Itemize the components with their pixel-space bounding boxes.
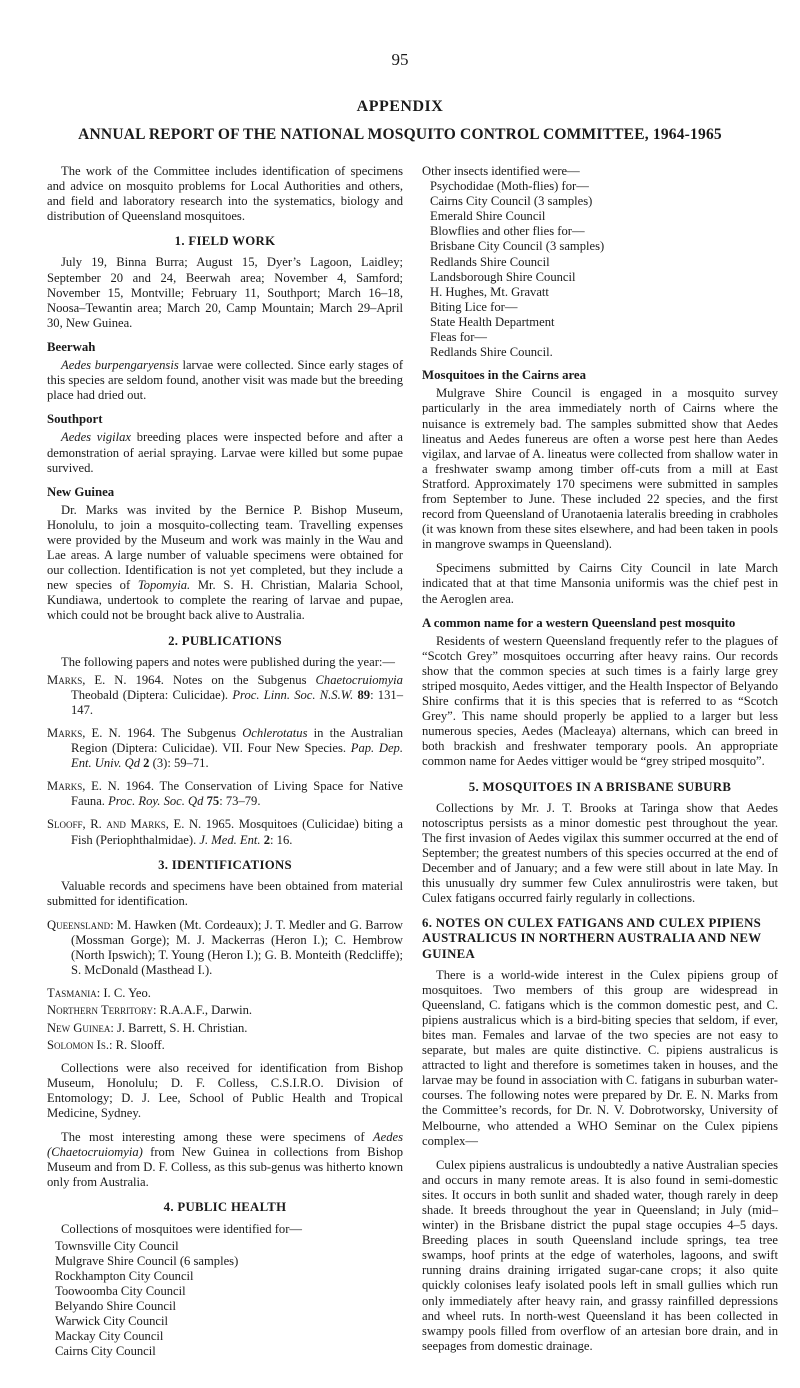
list-item: Redlands Shire Council. <box>430 345 553 360</box>
list-item: Mackay City Council <box>55 1329 164 1344</box>
list-item: Mulgrave Shire Council (6 samples) <box>55 1253 239 1268</box>
reference-item <box>47 817 403 847</box>
ref-journal: Pap. Dep. Ent. Univ. Qd <box>71 741 403 771</box>
common-name-paragraph: Residents of western Queensland frequently refer to the plagues of “Scotch Grey” mosquitoes occurring after heavy rains. Our records show that the common species at such times is a fairly large grey striped mosquito, Aedes vittiger, and the Health Inspector of Belyando Shire confirms that it is this species that is referred to as “Scotch Grey”. This name should properly be applied to a larger but less numerous species, Aedes (Macleaya) alternans, which can breed in both brackish and freshwater temporary pools. An appropriate common name for Aedes vittiger would be “grey striped mosquito”. <box>422 633 778 769</box>
ref-volume: 2 <box>260 832 271 847</box>
list-item: Biting Lice for— <box>430 299 518 314</box>
reference-item <box>47 673 403 718</box>
other-insects-intro: Other insects identified were— <box>422 164 580 178</box>
section-heading-public-health: 4. PUBLIC HEALTH <box>163 1200 287 1215</box>
ref-pages: : 16. <box>270 832 293 847</box>
reference-item <box>47 779 403 809</box>
subheading-common-name: A common name for a western Queensland pest mosquito <box>422 615 736 630</box>
para3-text-2: from New Guinea in collections from Bishop Museum and from D. F. Colless, as this sub-genus was hitherto known only from Australia. <box>47 1145 403 1190</box>
reference-item <box>47 726 403 771</box>
ref-italic: Ochlerotatus <box>242 726 308 740</box>
list-item: Redlands Shire Council <box>430 254 550 269</box>
list-item: Cairns City Council (3 samples) <box>430 194 593 209</box>
intro-paragraph: The work of the Committee includes identification of specimens and advice on mosquito problems for Local Authorities and others, and field and laboratory research into the systematics, biology and distribution of Queensland mosquitoes. <box>47 164 403 224</box>
section-heading-culex-notes: 6. NOTES ON CULEX FATIGANS AND CULEX PIPIENS AUSTRALICUS IN NORTHERN AUSTRALIA AND NEW GUINEA <box>422 916 762 961</box>
left-column <box>47 164 403 1367</box>
list-item: Fleas for— <box>430 330 488 345</box>
list-item: Cairns City Council <box>55 1344 156 1359</box>
entry-place: New Guinea: <box>47 1020 114 1035</box>
subheading-cairns: Mosquitoes in the Cairns area <box>422 368 586 383</box>
identifications-paragraph-3 <box>47 1130 403 1190</box>
section-heading-publications: 2. PUBLICATIONS <box>168 633 282 648</box>
new-guinea-text-2: Mr. S. H. Christian, Malaria School, Kundiawa, undertook to complete the rearing of larvae and pupae, which could not be brought back alive to Australia. <box>47 578 403 623</box>
ref-author: Marks, E. N. 1964. <box>47 672 164 687</box>
identification-entry <box>47 1003 403 1018</box>
ref-author: Marks, E. N. 1964. <box>47 779 154 794</box>
cairns-paragraph-1: Mulgrave Shire Council is engaged in a mosquito survey particularly in the area immediately north of Cairns where the nuisance is extremely bad. The samples submitted show that Aedes lineatus and Aedes funereus are often a worse pest here than Aedes vigilax, and larvae of A. lineatus were collected from shallow water in a freshwater swamp among timber off-cuts from a mill at East Stratford. Approximately 170 specimens were submitted in samples from September to June. These included 22 species, and the first record from Queensland of Uranotaenia lateralis breeding in crabholes (it was known from these sites elsewhere, and had been taken in pools in mangrove swamps in Queensland). <box>422 386 778 552</box>
ref-volume: 2 <box>140 756 150 771</box>
ref-author: Slooff, R. and Marks, E. N. 1965. <box>47 817 235 832</box>
ref-pages: (3): 59–71. <box>149 756 209 771</box>
ref-italic: Proc. Roy. Soc. Qd <box>108 794 204 809</box>
identifications-paragraph-2: Collections were also received for identification from Bishop Museum, Honolulu; D. F. Colless, C.S.I.R.O. Division of Entomology; D. J. Lee, School of Public Health and Tropical Medicine, Sydney. <box>47 1060 403 1120</box>
culex-paragraph-2: Culex pipiens australicus is undoubtedly a native Australian species and occurs in many remote areas. It is also found in semi-domestic sites. It occurs in both sunlit and shaded water, though rarely in deep shade. It breeds throughout the year in Queensland; in July (mid–winter) in the Brisbane district the pupal stage occupies 4–5 days. Breeding places in south Queensland include springs, tea tree swamps, hoof prints at the edge of waterholes, lagoons, and swift running drains draining irrigated sugar-cane crops; it also quite quickly colonises leafy isolated pools left in small gullies which run only immediately after heavy rain, and grassy rainfilled depressions and wheel ruts. In north-west Queensland it has been collected in swampy pools filled from overflow of an artesian bore drain, and in seepages from domestic drainage. <box>422 1157 778 1353</box>
entry-names: J. Barrett, S. H. Christian. <box>113 1020 248 1035</box>
ref-volume: 89 <box>353 687 371 702</box>
ref-italic: Chaetocruiomyia <box>315 672 403 687</box>
insect-list <box>422 179 778 360</box>
appendix-heading: APPENDIX <box>356 98 444 115</box>
southport-text: breeding places were inspected before and after a demonstration of aerial spraying. Larvae were killed but some pupae survived. <box>47 430 403 475</box>
list-item: Rockhampton City Council <box>55 1268 194 1283</box>
list-item: Psychodidae (Moth-flies) for— <box>430 179 589 194</box>
ref-volume: 75 <box>203 794 220 809</box>
beerwah-text: larvae were collected. Since early stages of this species are seldom found, another visit was made but the breeding place had dried out. <box>47 358 404 403</box>
entry-names: I. C. Yeo. <box>100 986 151 1001</box>
ref-pages: : 73–79. <box>219 794 261 809</box>
southport-paragraph <box>47 430 403 475</box>
entry-names: R.A.A.F., Darwin. <box>156 1003 253 1018</box>
publications-intro: The following papers and notes were published during the year:— <box>61 654 395 669</box>
ref-rest: Theobald (Diptera: Culicidae). <box>71 687 233 702</box>
list-item: Landsborough Shire Council <box>430 269 576 284</box>
species-name: Aedes burpengaryensis <box>61 358 179 373</box>
list-item: Belyando Shire Council <box>55 1299 177 1313</box>
para3-text: The most interesting among these were specimens of <box>61 1130 373 1145</box>
cairns-paragraph-2: Specimens submitted by Cairns City Council in late March indicated that at that time Mansonia uniformis was the chief pest in the Aeroglen area. <box>422 561 778 606</box>
identification-entry <box>47 1021 403 1036</box>
subheading-new-guinea: New Guinea <box>47 484 115 499</box>
subheading-beerwah: Beerwah <box>47 339 96 354</box>
page-number: 95 <box>391 50 409 69</box>
entry-place: Tasmania: <box>47 986 101 1001</box>
ref-rest: in the Australian Region (Diptera: Culicidae). VII. Four New Species. <box>71 726 403 756</box>
field-work-paragraph: July 19, Binna Burra; August 15, Dyer’s Lagoon, Laidley; September 20 and 24, Beerwah area; November 4, Samford; November 15, Montville; February 11, Southport; March 16–18, Noosa–Tewantin area; March 20, Camp Mountain; March 29–April 30, New Guinea. <box>47 255 403 330</box>
brisbane-paragraph: Collections by Mr. J. T. Brooks at Taringa show that Aedes notoscriptus persists as a minor domestic pest throughout the year. The first invasion of Aedes vigilax this summer occurred at the end of September; the greatest numbers of this species occurred at the end of December and of January; and a few were still about in late May. In this unusually dry summer few Culex annulirostris were taken, but Culex fatigans occurred fairly regularly in collections. <box>422 800 778 906</box>
entry-place: Northern Territory: <box>47 1003 157 1018</box>
entry-names: R. Slooff. <box>112 1037 165 1052</box>
list-item: Brisbane City Council (3 samples) <box>430 239 605 254</box>
ref-body: The Subgenus <box>155 726 243 740</box>
section-heading-identifications: 3. IDENTIFICATIONS <box>158 857 292 872</box>
section-heading-field-work: 1. FIELD WORK <box>174 234 276 249</box>
new-guinea-paragraph <box>47 503 403 624</box>
identifications-intro: Valuable records and specimens have been obtained from material submitted for identification. <box>47 878 403 908</box>
subheading-southport: Southport <box>47 412 103 427</box>
identification-entries <box>47 918 403 1053</box>
genus-name: Topomyia. <box>137 578 191 593</box>
list-item: State Health Department <box>430 314 555 329</box>
ref-body: The Conservation of Living Space for Native Fauna. <box>71 779 403 809</box>
ref-italic: J. Med. Ent. <box>199 832 261 847</box>
identification-entry <box>47 918 403 978</box>
identification-entry <box>47 986 403 1001</box>
entry-names: M. Hawken (Mt. Cordeaux); J. T. Medler and G. Barrow (Mossman Gorge); M. J. Mackerras (Heron I.); C. Hembrow (North Ipswich); T. Young (Heron I.); G. B. Monteith (Redcliffe); S. McDonald (Masthead I.). <box>71 917 403 978</box>
identification-entry <box>47 1038 403 1053</box>
report-title: ANNUAL REPORT OF THE NATIONAL MOSQUITO CONTROL COMMITTEE, 1964-1965 <box>78 126 722 143</box>
section-heading-brisbane-suburb: 5. MOSQUITOES IN A BRISBANE SUBURB <box>468 779 732 794</box>
species-name: Aedes (Chaetocruiomyia) <box>47 1130 403 1160</box>
entry-place: Queensland: <box>47 917 114 932</box>
list-item: Blowflies and other flies for— <box>430 224 585 239</box>
beerwah-paragraph <box>47 358 403 403</box>
ref-pages: : 131–147. <box>71 687 403 717</box>
public-health-intro: Collections of mosquitoes were identified for— <box>61 1221 302 1236</box>
species-name: Aedes vigilax <box>61 430 132 445</box>
ref-body: Mosquitoes (Culicidae) biting a Fish (Periophthalmidae). <box>71 817 403 847</box>
list-item: Toowoomba City Council <box>55 1283 186 1298</box>
list-item: Emerald Shire Council <box>430 209 546 224</box>
ref-body: Notes on the Subgenus <box>163 672 316 687</box>
reference-list <box>47 673 403 848</box>
culex-paragraph-1: There is a world-wide interest in the Culex pipiens group of mosquitoes. Two members of this group are widespread in Queensland, C. fatigans which is the common domestic pest, and C. pipiens australicus which is a bird-biting species that seldom, if ever, bites man. Females and larvae of the two species are not easy to separate, but males are quite distinctive. C. pipiens australicus is attracted to light and therefore is sometimes taken in houses, and the larvae may be found in association with C. fatigans in suburban water-courses. The following notes were prepared by Dr. E. N. Marks from the Committee’s records, for Dr. N. V. Dobrotworsky, University of Melbourne, who attended a WHO Seminar on the Culex pipiens complex— <box>422 967 778 1148</box>
list-item: Warwick City Council <box>55 1314 169 1329</box>
list-item: H. Hughes, Mt. Gravatt <box>430 284 549 299</box>
council-list <box>47 1239 403 1360</box>
list-item: Townsville City Council <box>55 1238 179 1253</box>
right-column <box>422 164 778 1363</box>
ref-author: Marks, E. N. 1964. <box>47 726 156 740</box>
ref-journal: Proc. Linn. Soc. N.S.W. <box>232 687 354 702</box>
new-guinea-text: Dr. Marks was invited by the Bernice P. Bishop Museum, Honolulu, to join a mosquito-collecting team. Travelling expenses were provided by the Museum and work was mainly in the Wau and Lae areas. A large number of valuable specimens were obtained for our collection. Identification is not yet completed, but they include a new species of <box>47 502 403 593</box>
entry-place: Solomon Is.: <box>47 1037 113 1052</box>
